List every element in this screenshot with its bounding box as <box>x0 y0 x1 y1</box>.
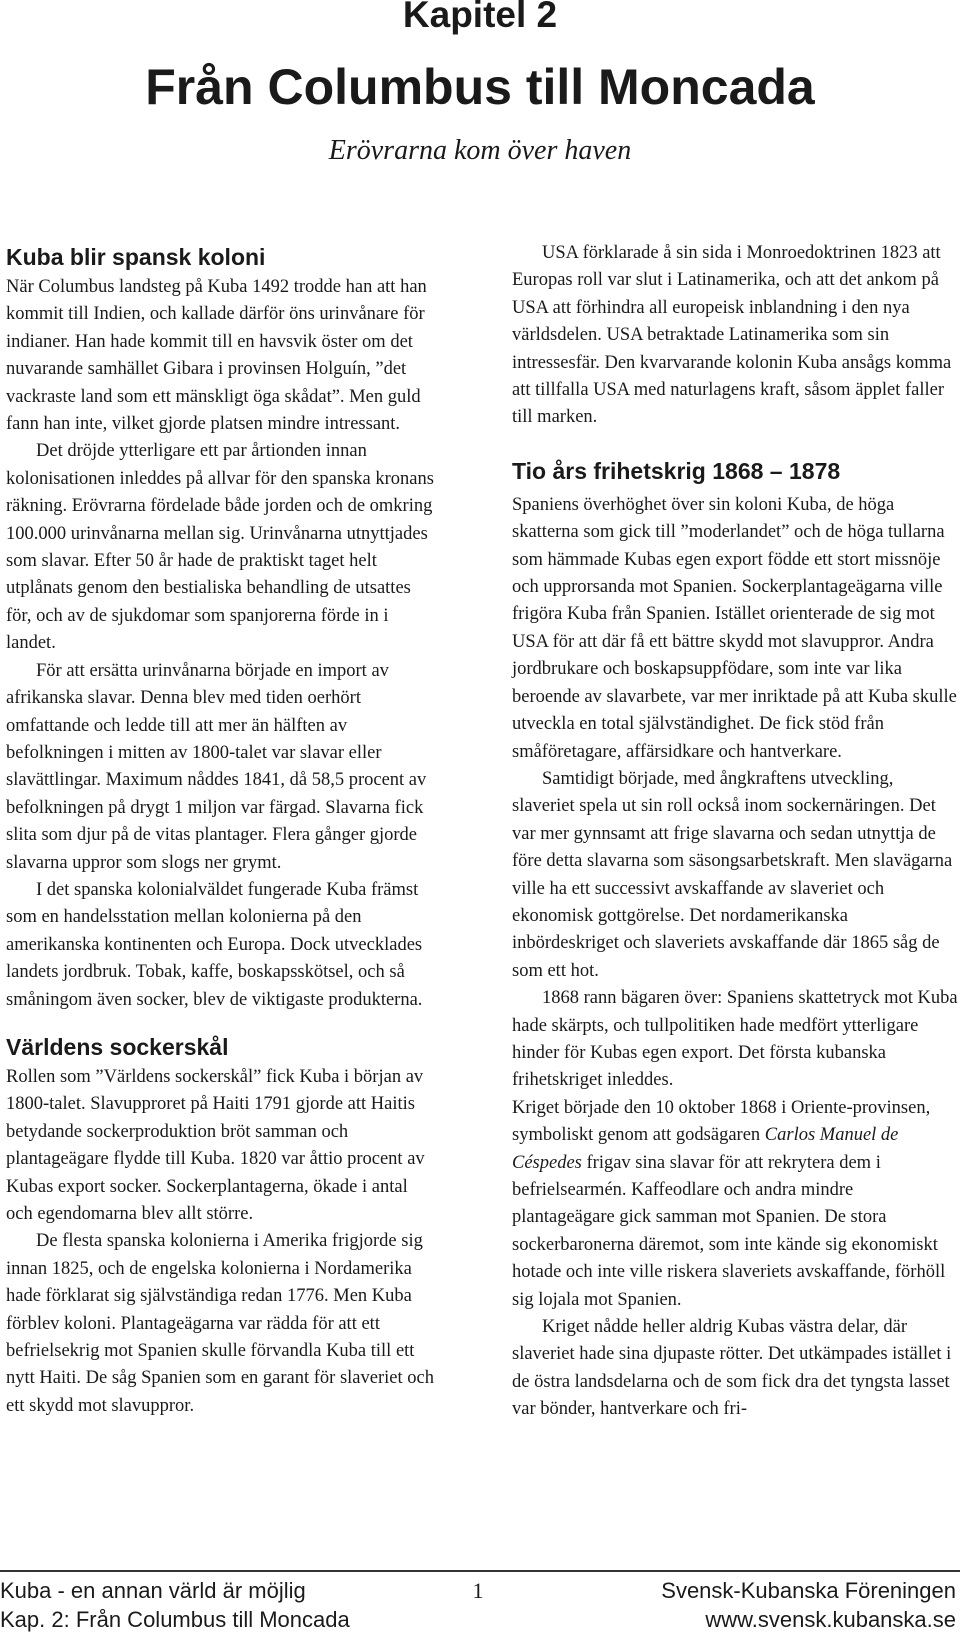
paragraph: I det spanska kolonialväldet fungerade Kuba främst som en handelsstation mellan kolonierna på den amerikanska kontinenten och Europa. Dock utvecklades landets jordbruk. Tobak, kaffe, boskapsskötsel, och så småningom även socker, blev de viktigaste produkterna. <box>6 879 423 1010</box>
paragraph <box>512 1095 958 1314</box>
chapter-label: Kapitel 2 <box>402 0 558 35</box>
footer-organization: Svensk-Kubanska Föreningen <box>661 1578 956 1603</box>
paragraph: De flesta spanska kolonierna i Amerika frigjorde sig innan 1825, och de engelska kolonierna i Nordamerika hade förklarat sig självständiga redan 1776. Men Kuba förblev koloni. Plantageägarna var rädda för att ett befrielsekrig mot Spanien skulle förvandla Kuba till ett nytt Haiti. De såg Spanien som en garant för slaveriet och ett skydd mot slavuppror. <box>6 1231 434 1416</box>
paragraph: Samtidigt började, med ångkraftens utveckling, slaveriet spela ut sin roll också inom sockernäringen. Det var mer gynnsamt att frige slavarna och sedan utnyttja de före detta slavarna som säsongsarbetskraft. Men slavägarna ville ha ett successivt avskaffande av slaveriet och ekonomisk gottgörelse. Det nordamerikanska inbördeskriget och slaveriets avskaffande där 1865 såg de som ett hot. <box>512 768 953 981</box>
footer-chapter: Kap. 2: Från Columbus till Moncada <box>0 1607 350 1632</box>
paragraph: Spaniens överhöghet över sin koloni Kuba, de höga skatterna som gick till ”moderlandet” och de höga tullarna som hämmade Kubas egen export födde ett stort missnöje och upprorsanda mot Spanien. Sockerplantageägarna ville frigöra Kuba från Spanien. Istället orienterade de sig mot USA för att där få ett bättre skydd mot slavuppror. Andra jordbrukare och boskapsuppfödare, som inte var lika beroende av slavarbete, var mer inriktade på att Kuba skulle utveckla en total självständighet. De fick stöd från småföretagare, affärsidkare och hantverkare. <box>512 494 957 762</box>
right-column <box>512 240 958 1424</box>
section-heading: Kuba blir spansk koloni <box>6 244 266 270</box>
chapter-subtitle: Erövrarna kom över haven <box>328 135 632 166</box>
paragraph-text: Kriget började den 10 oktober 1868 i Oriente-provinsen, symboliskt genom att godsägaren <box>512 1097 931 1146</box>
paragraph: När Columbus landsteg på Kuba 1492 trodde han att han kommit till Indien, och kallade därför öns urinvånare för indianer. Han hade kommit till en havsvik öster om det nuvarande samhället Gibara i provinsen Holguín, ”det vackraste land som ett mänskligt öga skådat”. Men guld fann han inte, vilket gjorde platsen mindre intressant. <box>6 277 427 435</box>
paragraph-text: frigav sina slavar för att rekrytera dem i befrielsearmén. Kaffeodlare och andra mindre plantageägare gick samman mot Spanien. De stora sockerbaronerna däremot, som inte kände sig ekonomiskt hotade och inte ville riskera slaveriets avskaffande, förhöll sig lojala mot Spanien. <box>512 1152 946 1310</box>
footer-right <box>661 1576 956 1634</box>
section-heading: Tio års frihetskrig 1868 – 1878 <box>512 457 841 484</box>
footer-book-title: Kuba - en annan värld är möjlig <box>0 1578 306 1603</box>
paragraph: Det dröjde ytterligare ett par årtionden innan kolonisationen inleddes på allvar för den spanska kronans räkning. Erövrarna fördelade både jorden och de omkring 100.000 urinvånarna mellan sig. Urinvånarna utnyttjades som slavar. Efter 50 år hade de praktiskt taget helt utplånats genom den bestialiska behandling de utsattes för, och av de sjukdomar som spanjorerna förde in i landet. <box>6 441 434 654</box>
paragraph: För att ersätta urinvånarna började en import av afrikanska slavar. Denna blev med tiden oerhört omfattande och ledde till att mer än hälften av befolkningen i mitten av 1800-talet var slavar eller slavättlingar. Maximum nåddes 1841, då 58,5 procent av befolkningen på drygt 1 miljon var färgad. Slavarna fick slita som djur på de vitas plantager. Flera gånger gjorde slavarna uppror som slogs ner grymt. <box>6 660 427 873</box>
person-name: Carlos Manuel de Céspedes <box>512 1125 899 1173</box>
page-number: 1 <box>472 1578 484 1603</box>
paragraph: Kriget nådde heller aldrig Kubas västra delar, där slaveriet hade sina djupaste rötter. Det utkämpades istället i de östra landsdelarna och de som fick dra det tyngsta lasset var bönder, hantverkare och fri- <box>512 1317 952 1420</box>
left-column <box>6 242 434 1420</box>
chapter-title: Från Columbus till Moncada <box>145 59 815 115</box>
footer-website: www.svensk.kubanska.se <box>705 1607 956 1632</box>
paragraph: 1868 rann bägaren över: Spaniens skattetryck mot Kuba hade skärpts, och tullpolitiken hade medfört ytterligare hinder för Kubas egen export. Det första kubanska frihetskriget inleddes. <box>512 988 958 1091</box>
section-heading: Världens sockerskål <box>6 1033 229 1060</box>
footer-divider <box>0 1570 960 1572</box>
paragraph: USA förklarade å sin sida i Monroedoktrinen 1823 att Europas roll var slut i Latinamerika, och att det ankom på USA att förhindra all europeisk inblandning i den nya världsdelen. USA betraktade Latinamerika som sin intressesfär. Den kvarvarande kolonin Kuba ansågs komma att tillfalla USA med naturlagens kraft, såsom äpplet faller till marken. <box>512 243 952 428</box>
footer-left <box>0 1576 350 1634</box>
paragraph: Rollen som ”Världens sockerskål” fick Kuba i början av 1800-talet. Slavupproret på Haiti 1791 gjorde att Haitis betydande sockerproduktion bröt samman och plantageägare flydde till Kuba. 1820 var åttio procent av Kubas export socker. Sockerplantagerna, ökade i antal och egendomarna blev allt större. <box>6 1066 425 1224</box>
